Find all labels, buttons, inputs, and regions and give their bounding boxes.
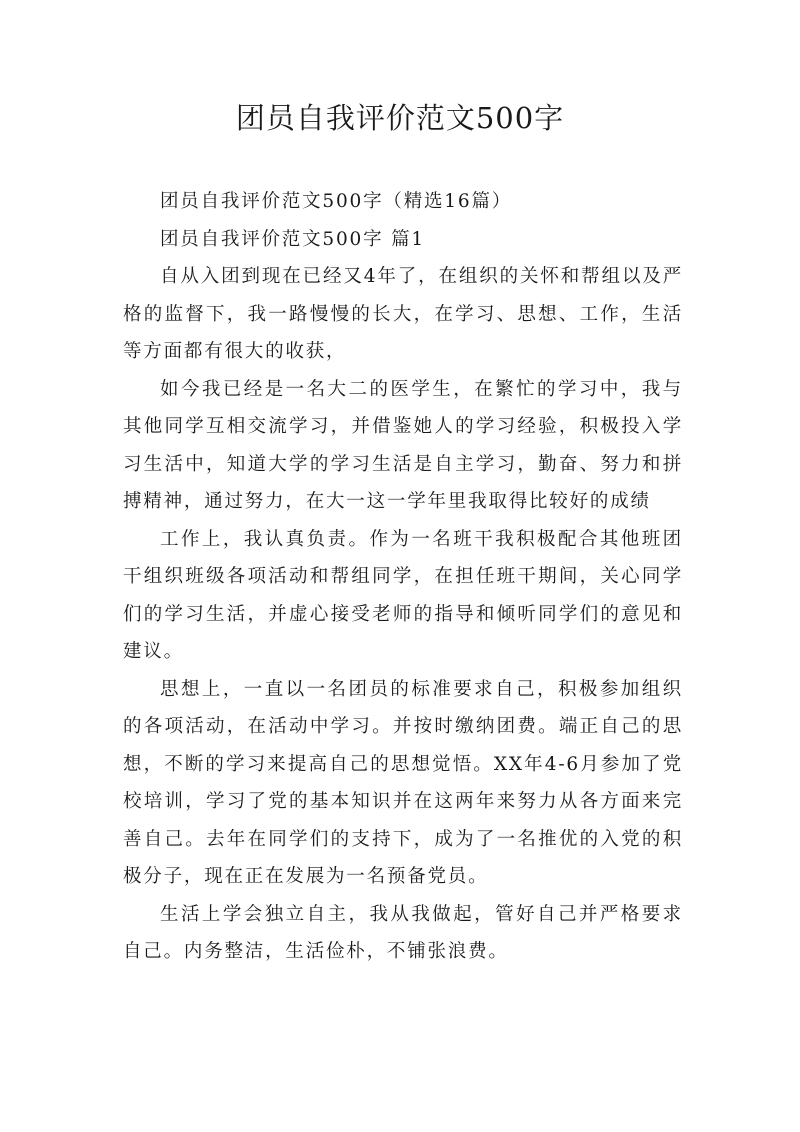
body-paragraph: 如今我已经是一名大二的医学生，在繁忙的学习中，我与其他同学互相交流学习，并借鉴她人的学习经验，积极投入学习生活中，知道大学的学习生活是自主学习，勤奋、努力和拼搏精神，通过努力，在大一这一学年里我取得比较好的成绩 [123,378,683,512]
body-paragraph: 生活上学会独立自主，我从我做起，管好自己并严格要求自己。内务整洁，生活俭朴，不铺张浪费。 [123,903,683,962]
document-title: 团员自我评价范文500字 [235,101,565,135]
body-paragraph: 自从入团到现在已经又4年了，在组织的关怀和帮组以及严格的监督下，我一路慢慢的长大，在学习、思想、工作，生活等方面都有很大的收获， [123,266,683,362]
document-body [123,183,683,971]
body-paragraph: 思想上，一直以一名团员的标准要求自己，积极参加组织的各项活动，在活动中学习。并按时缴纳团费。端正自己的思想，不断的学习来提高自己的思想觉悟。XX年4-6月参加了党校培训，学习了党的基本知识并在这两年来努力从各方面来完善自己。去年在同学们的支持下，成为了一名推优的入党的积极分子，现在正在发展为一名预备党员。 [123,678,683,887]
subtitle-paragraph: 团员自我评价范文500字（精选16篇） [160,191,513,212]
body-paragraph: 工作上，我认真负责。作为一名班干我积极配合其他班团干组织班级各项活动和帮组同学，在担任班干期间，关心同学们的学习生活，并虚心接受老师的指导和倾听同学们的意见和建议。 [123,528,683,662]
section-heading: 团员自我评价范文500字 篇1 [160,228,425,250]
